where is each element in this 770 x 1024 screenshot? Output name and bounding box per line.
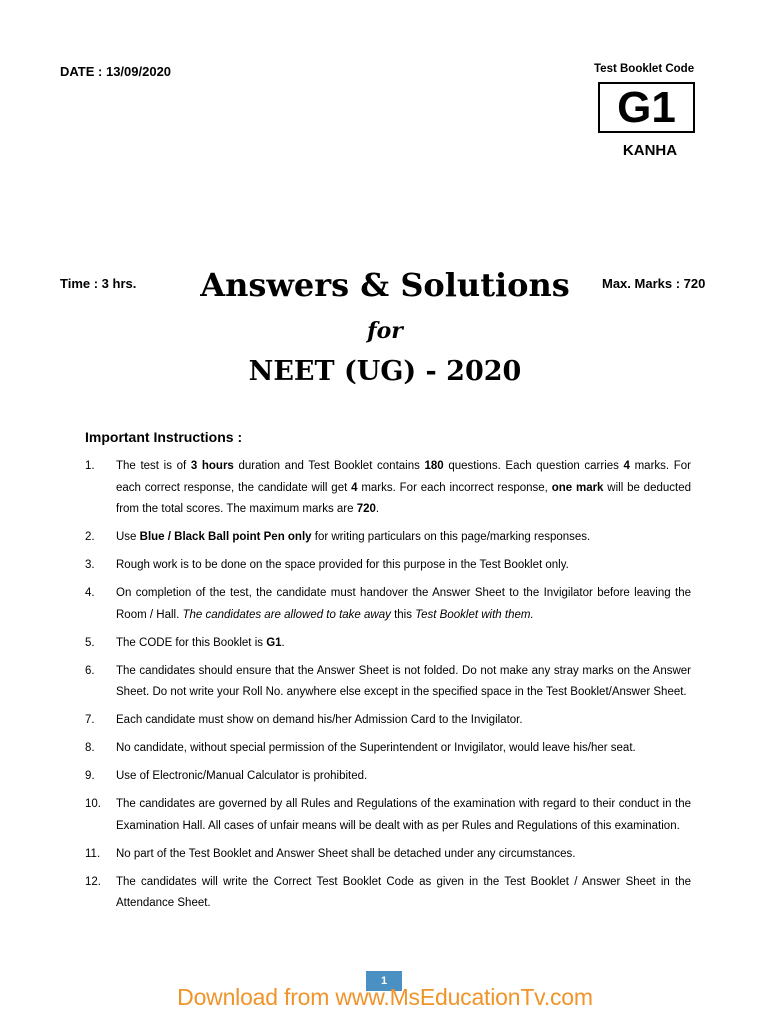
instruction-text: The CODE for this Booklet is (116, 636, 267, 649)
instruction-text: this (390, 608, 416, 621)
booklet-name: KANHA (622, 142, 678, 159)
instruction-text: marks. For each incorrect response, (357, 481, 552, 494)
instruction-item (85, 738, 691, 760)
instruction-text: for writing particulars on this page/marking responses. (311, 531, 591, 543)
instruction-text: The candidates are governed by all Rules and Regulations of the examination with regard to their conduct in the Examination Hall. All cases of unfair means will be dealt with as per Rules and Regulations of this examination. (116, 798, 691, 832)
instruction-text: duration and Test Booklet contains (233, 460, 425, 472)
instructions-list (85, 456, 691, 921)
instruction-text: No part of the Test Booklet and Answer Sheet shall be detached under any circumstances. (116, 847, 576, 860)
instruction-item (85, 766, 691, 788)
instruction-item (85, 555, 691, 577)
instruction-text: . (375, 503, 380, 515)
instruction-text: The candidates will write the Correct Test Booklet Code as given in the Test Booklet / Answer Sheet in the Attendance Sheet. (116, 875, 691, 909)
page-title: Answers & Solutions (200, 266, 570, 304)
instruction-text: On completion of the test, the candidate must handover the Answer Sheet to the Invigilator before leaving the Room / Hall. (116, 587, 691, 621)
instruction-text: No candidate, without special permission of the Superintendent or Invigilator, would leave his/her seat. (116, 742, 636, 754)
instruction-text: The candidates are allowed to take away (182, 608, 391, 621)
instruction-text: The candidates should ensure that the Answer Sheet is not folded. Do not make any stray marks on the Answer Sheet. Do not write your Roll No. anywhere else except in the specified space in the Test Booklet/Answer Sheet. (116, 664, 691, 698)
instruction-item (85, 872, 691, 915)
instruction-number: 10. (85, 798, 101, 810)
instruction-item (85, 633, 691, 655)
instruction-item (85, 794, 691, 837)
instruction-text: Each candidate must show on demand his/her Admission Card to the Invigilator. (116, 714, 523, 726)
title-connector: for (367, 318, 403, 344)
instruction-text: 4 (351, 481, 358, 494)
instruction-text: The test is of (116, 460, 191, 472)
booklet-code-box: G1 (598, 82, 695, 133)
instruction-number: 2. (85, 531, 95, 543)
instruction-number: 8. (85, 742, 95, 754)
exam-name: NEET (UG) - 2020 (248, 356, 522, 387)
instruction-item (85, 583, 691, 626)
instruction-text: will be deducted from the total scores. The maximum marks are (116, 481, 691, 515)
instruction-text: Test Booklet with them. (415, 608, 534, 621)
instruction-text: 720 (356, 503, 376, 515)
download-watermark: Download from www.MsEducationTv.com (177, 984, 593, 1010)
instruction-text: Use of Electronic/Manual Calculator is prohibited. (116, 770, 368, 782)
instruction-item (85, 456, 691, 521)
exam-duration: Time : 3 hrs. (60, 276, 137, 291)
instruction-text: 180 (424, 460, 444, 472)
instruction-text: Use (116, 531, 140, 543)
instruction-item (85, 710, 691, 732)
instruction-number: 7. (85, 714, 95, 726)
instruction-item (85, 527, 691, 549)
booklet-code-label: Test Booklet Code (594, 63, 695, 75)
instruction-text: 3 hours (190, 460, 234, 472)
instruction-number: 12. (85, 875, 101, 888)
instruction-text: . (281, 636, 285, 649)
instruction-number: 6. (85, 664, 95, 677)
instruction-text: marks. For each correct response, the candidate will get (116, 460, 691, 494)
instruction-text: Blue / Black Ball point Pen only (139, 531, 312, 543)
instruction-number: 11. (85, 847, 101, 860)
instruction-number: 5. (85, 636, 95, 649)
instructions-heading: Important Instructions : (85, 429, 243, 445)
instruction-text: Rough work is to be done on the space provided for this purpose in the Test Booklet only. (116, 559, 569, 571)
instruction-number: 9. (85, 770, 95, 782)
instruction-text: questions. Each question carries (443, 460, 624, 472)
instruction-text: 4 (623, 460, 630, 472)
instruction-number: 4. (85, 587, 95, 599)
instruction-item (85, 661, 691, 704)
exam-date: DATE : 13/09/2020 (60, 64, 172, 79)
max-marks: Max. Marks : 720 (602, 276, 706, 291)
instruction-number: 1. (85, 460, 95, 472)
instruction-item (85, 844, 691, 866)
instruction-text: one mark (551, 481, 604, 494)
instruction-text: G1 (266, 636, 282, 649)
page-number-badge: 1 (366, 971, 402, 991)
instruction-number: 3. (85, 559, 95, 571)
